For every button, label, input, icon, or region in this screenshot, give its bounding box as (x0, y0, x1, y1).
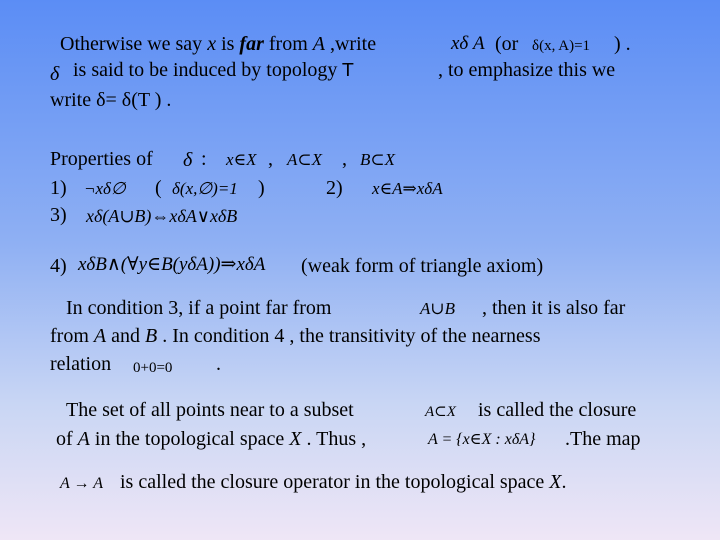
item-number-2: 2) (326, 177, 343, 199)
formula-x-delta-A: xδ A (451, 33, 485, 54)
para2-line1b: , then it is also far (482, 297, 626, 319)
colon: : (201, 148, 207, 170)
para1-line1 (60, 32, 376, 56)
formula-not-x-delta-empty: ¬xδ∅ (84, 179, 126, 198)
para3-line1a: The set of all points near to a subset (66, 399, 354, 421)
text: from (268, 33, 308, 55)
formula-A-union-B: A∪B (420, 299, 456, 318)
paren-open: ( (155, 177, 162, 199)
text: ,write (329, 33, 377, 55)
formula-x-in-A-implies: x∈A⇒xδA (372, 179, 443, 198)
properties-label: Properties of (50, 148, 153, 170)
formula-A-subset-X: A⊂X (425, 404, 456, 420)
para3-line1b: is called the closure (478, 399, 637, 421)
text: . In condition 4 , the transitivity of the nearness (162, 325, 541, 347)
paren-close: ) (258, 177, 265, 199)
text: is (221, 33, 235, 55)
weak-triangle-note: (weak form of triangle axiom) (301, 255, 544, 277)
emphasis-far: far (239, 33, 264, 55)
variable-A: A (312, 33, 325, 55)
text-close-paren: ) . (614, 33, 631, 55)
formula-A-maps-to-closure: A → A (60, 475, 103, 492)
variable-A: A (77, 428, 90, 450)
delta-symbol: δ (50, 63, 60, 85)
text: Otherwise we say (60, 33, 203, 55)
text: is called the closure operator in the topological space (120, 471, 545, 493)
formula-closure-definition: A = {x∈X : xδA} (428, 431, 536, 448)
formula-A-subset-X: A⊂X (287, 150, 323, 169)
formula-union-property: xδ(A∪B)⇔xδA∨xδB (86, 206, 238, 226)
text: . Thus , (306, 428, 367, 450)
formula-delta-x-A-equals-1: δ(x, A)=1 (532, 38, 591, 54)
variable-X: X (549, 471, 562, 493)
period: . (216, 353, 221, 375)
para3-line3 (120, 470, 567, 494)
para2-line3a: relation (50, 353, 112, 375)
para1-line2b: , to emphasize this we (438, 59, 616, 81)
para2-line1a: In condition 3, if a point far from (66, 297, 332, 319)
text: of (56, 428, 73, 450)
delta-symbol: δ (183, 149, 193, 171)
item-number-3: 3) (50, 204, 67, 226)
text: is said to be induced by topology (73, 59, 338, 81)
comma: , (268, 148, 273, 170)
text-the-map: .The map (565, 428, 641, 450)
comma: , (342, 148, 347, 170)
item-number-1: 1) (50, 177, 67, 199)
variable-X: X (289, 428, 302, 450)
para2-line2 (50, 324, 540, 348)
variable-x: x (207, 33, 217, 55)
formula-zero-plus-zero: 0+0=0 (133, 360, 173, 376)
para1-line2a (73, 58, 353, 83)
text: in the topological space (94, 428, 285, 450)
para3-line2 (56, 427, 366, 451)
formula-triangle-axiom: xδB∧(∀y∈B(yδA))⇒xδA (78, 254, 266, 275)
variable-B: B (145, 325, 158, 347)
text-or: (or (495, 33, 519, 55)
formula-delta-x-empty-1: δ(x,∅)=1 (172, 179, 238, 198)
tau-symbol: T (342, 60, 354, 81)
text: and (111, 325, 140, 347)
text: . (561, 471, 567, 493)
formula-B-subset-X: B⊂X (360, 150, 396, 169)
item-number-4: 4) (50, 255, 67, 277)
text: from (50, 325, 89, 347)
para1-line3: write δ= δ(T ) . (50, 89, 172, 111)
formula-x-in-X: x∈X (226, 150, 257, 169)
variable-A: A (93, 325, 107, 347)
